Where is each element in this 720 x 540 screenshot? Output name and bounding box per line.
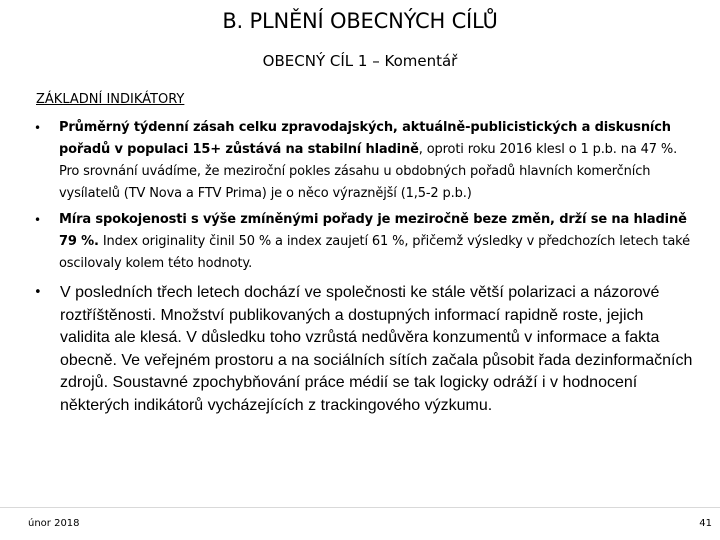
- bullet-item: [34, 282, 694, 417]
- bullet-regular-text: Index originality činil 50 % a index zaujetí 61 %, přičemž výsledky v předchozích letech také oscilovaly kolem této hodnoty.: [59, 234, 690, 271]
- page-title: B. PLNĚNÍ OBECNÝCH CÍLŮ: [222, 9, 498, 33]
- bullet-bold-text: Průměrný týdenní zásah celku zpravodajských, aktuálně-publicistických a diskusních pořadů v populaci 15+ zůstává na stabilní hladině: [59, 120, 671, 157]
- bullet-regular-text: , oproti roku 2016 klesl o 1 p.b. na 47 %. Pro srovnání uvádíme, že meziroční pokles zásahu u obdobných pořadů hlavních komerčních vysílatelů (TV Nova a FTV Prima) je o něco výraznější (1,5-2 p.b.): [59, 142, 678, 201]
- page-subtitle: OBECNÝ CÍL 1 – Komentář: [262, 52, 458, 70]
- bullet-bold-text: Míra spokojenosti s výše zmíněnými pořady je meziročně beze změn, drží se na hladině 79 %.: [59, 212, 687, 249]
- bullet-dot-icon: •: [34, 213, 41, 227]
- bullet-item: [34, 209, 694, 275]
- bullet-dot-icon: •: [34, 121, 41, 135]
- bullet-text: V posledních třech letech dochází ve společnosti ke stále větší polarizaci a názorové roztříštěnosti. Množství publikovaných a dostupných informací rapidně roste, jejich validita ale klesá. V důsledku toho vzrůstá nedůvěra konzumentů v informace a fakta obecně. Ve veřejném prostoru a na sociálních sítích začala působit řada dezinformačních zdrojů. Soustavné zpochybňování práce médií se tak logicky odráží i v hodnocení některých indikátorů vycházejících z trackingového výzkumu.: [60, 284, 693, 414]
- footer-date: únor 2018: [28, 518, 80, 529]
- bullet-text: [59, 117, 694, 205]
- section-heading: ZÁKLADNÍ INDIKÁTORY: [36, 92, 185, 107]
- bullet-item: [34, 117, 694, 205]
- bullet-text: [59, 209, 694, 275]
- page-number: 41: [699, 518, 712, 529]
- bullet-dot-icon: •: [34, 285, 42, 300]
- footer-divider: [0, 507, 720, 508]
